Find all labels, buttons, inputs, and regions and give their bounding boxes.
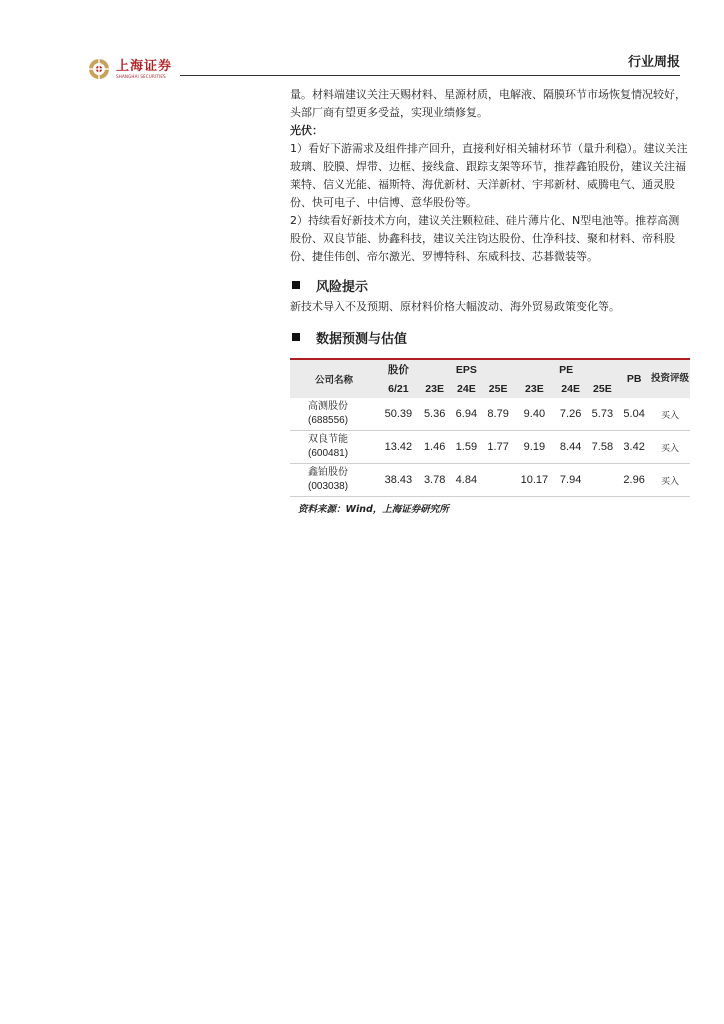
risk-text: 新技术导入不及预期、原材料价格大幅波动、海外贸易政策变化等。	[290, 300, 620, 313]
pe24-cell: 7.26	[559, 408, 582, 420]
logo-icon	[88, 58, 110, 80]
col-pe-25e: 25E	[587, 379, 619, 398]
logo-name-en: SHANGHAI SECURITIES	[116, 73, 166, 79]
pe25-cell: 7.58	[591, 441, 614, 453]
report-type: 行业周报	[627, 55, 680, 70]
rating-cell: 买入	[660, 442, 679, 453]
pb-cell: 2.96	[623, 474, 645, 486]
pe23-cell: 9.40	[523, 408, 546, 420]
eps25-cell: 8.79	[487, 408, 509, 420]
company-name: 高测股份	[308, 401, 348, 412]
pe25-cell: 5.73	[591, 408, 614, 420]
header-divider	[180, 75, 680, 76]
col-pb: PB	[618, 359, 650, 398]
company-code: (688556)	[308, 415, 349, 426]
forecast-title: 数据预测与估值	[316, 331, 408, 347]
company-code: (003038)	[308, 481, 349, 492]
eps25-cell: 1.77	[487, 441, 509, 453]
bullet-square-icon	[292, 281, 300, 289]
price-cell: 13.42	[384, 441, 413, 453]
price-cell: 50.39	[384, 408, 413, 420]
company-cell	[290, 398, 378, 431]
col-eps-25e: 25E	[482, 379, 514, 398]
eps23-cell: 3.78	[423, 474, 446, 486]
table-row	[290, 464, 690, 497]
price-cell: 38.43	[384, 474, 413, 486]
eps24-cell: 1.59	[455, 441, 478, 453]
col-eps-24e: 24E	[451, 379, 483, 398]
pv-heading: 光伏：	[290, 124, 323, 137]
bullet-square-icon	[292, 333, 300, 341]
paragraph-pv-2: 2）持续看好新技术方向，建议关注颗粒硅、硅片薄片化、N型电池等。推荐高测股份、双良节能、协鑫科技，建议关注钧达股份、仕净科技、聚和材料、帝科股份、捷佳伟创、帝尔激光、罗博特科、东威科技、芯碁微装等。	[290, 214, 680, 263]
company-cell	[290, 431, 378, 464]
company-code: (600481)	[308, 448, 349, 459]
risk-section-heading	[290, 274, 690, 296]
rating-cell: 买入	[660, 409, 679, 420]
table-row	[290, 398, 690, 431]
col-pe: PE	[514, 359, 618, 379]
col-eps-23e: 23E	[419, 379, 451, 398]
eps23-cell: 1.46	[423, 441, 446, 453]
company-name: 双良节能	[308, 434, 348, 445]
source-note: 资料来源：Wind，上海证券研究所	[298, 504, 449, 515]
pb-cell: 3.42	[623, 441, 645, 453]
paragraph-pv-1: 1）看好下游需求及组件排产回升，直接利好相关辅材环节（量升利稳）。建议关注玻璃、胶膜、焊带、边框、接线盒、跟踪支架等环节，推荐鑫铂股份，建议关注福莱特、信义光能、福斯特、海优新材、天洋新材、宇邦新材、威腾电气、通灵股份、快可电子、中信博、意华股份等。	[290, 142, 688, 209]
pe23-cell: 10.17	[520, 474, 549, 486]
col-rating: 投资评级	[650, 359, 690, 398]
col-pe-24e: 24E	[555, 379, 587, 398]
company-cell	[290, 464, 378, 497]
pb-cell: 5.04	[623, 408, 645, 420]
col-pe-23e: 23E	[514, 379, 555, 398]
forecast-section-heading	[290, 326, 690, 348]
eps24-cell: 4.84	[455, 474, 478, 486]
table-row	[290, 431, 690, 464]
eps23-cell: 5.36	[423, 408, 446, 420]
col-eps: EPS	[419, 359, 514, 379]
rating-cell: 买入	[660, 475, 679, 486]
eps25-cell	[482, 464, 514, 497]
page-header	[0, 0, 724, 84]
col-price: 股价	[378, 359, 419, 379]
table-header-row	[290, 359, 690, 379]
forecast-table	[290, 358, 690, 497]
pe24-cell: 8.44	[559, 441, 582, 453]
company-name: 鑫铂股份	[308, 467, 348, 478]
risk-title: 风险提示	[316, 279, 369, 295]
logo-name-cn: 上海证券	[116, 58, 173, 74]
company-logo	[88, 58, 172, 80]
main-content	[290, 86, 690, 515]
col-price-date: 6/21	[378, 379, 419, 398]
eps24-cell: 6.94	[455, 408, 478, 420]
pe23-cell: 9.19	[523, 441, 546, 453]
col-company: 公司名称	[290, 359, 378, 398]
pe25-cell	[587, 464, 619, 497]
pe24-cell: 7.94	[559, 474, 582, 486]
paragraph-materials: 量。材料端建议关注天赐材料、星源材质，电解液、隔膜环节市场恢复情况较好，头部厂商有望更多受益，实现业绩修复。	[290, 88, 686, 119]
